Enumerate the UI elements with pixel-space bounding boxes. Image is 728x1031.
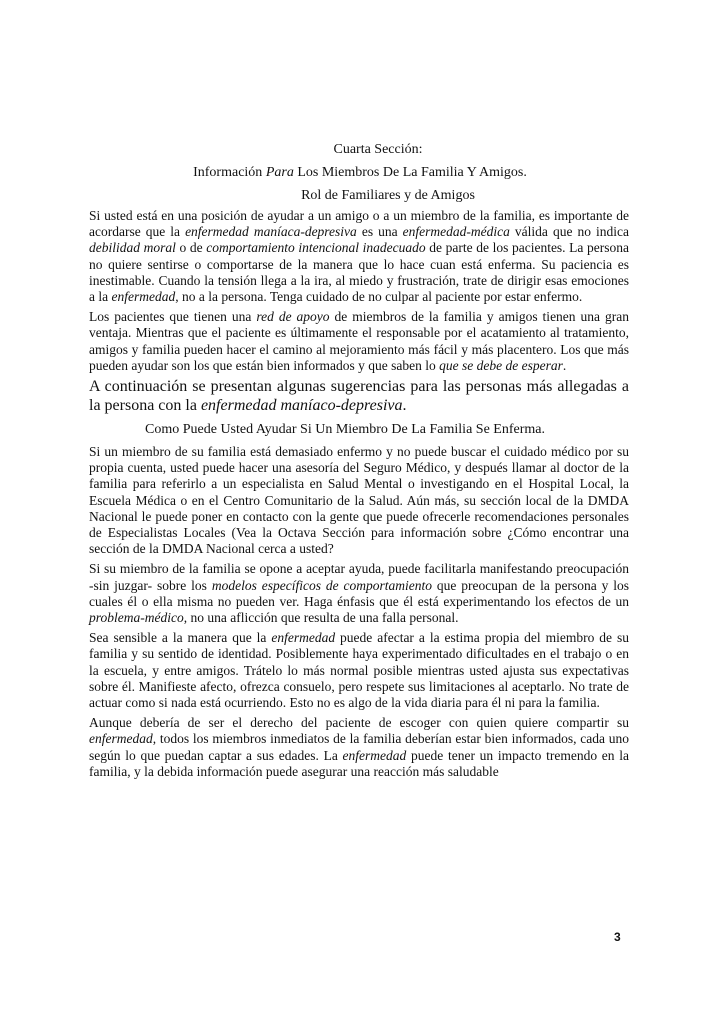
paragraph-4: Si un miembro de su familia está demasiado enfermo y no puede buscar el cuidado médico por su propia cuenta, usted puede hacer una asesoría del Seguro Médico, y después llamar al doctor de la familia para referirlo a un especialista en Salud Mental o investigando en el Hospital Local, la Escuela Médica o en el Centro Comunitario de la Salud. Aún más, su sección local de la DMDA Nacional le puede poner en contacto con la gente que puede ofrecerle recomendaciones personales de Especialistas Locales (Vea la Octava Sección para información sobre ¿Cómo encontrar una sección de la DMDA Nacional cerca a usted? — [89, 444, 629, 557]
sub-heading: Como Puede Usted Ayudar Si Un Miembro De La Familia Se Enferma. — [145, 422, 545, 438]
paragraph-1: Si usted está en una posición de ayudar a un amigo o a un miembro de la familia, es importante de acordarse que la enfermedad maníaca-depresiva es una enfermedad-médica válida que no indica debilidad moral o de comportamiento intencional inadecuado de parte de los pacientes. La persona no quiere sentirse o comportarse de la manera que lo hace cuan está enferma. Su paciencia es inestimable. Cuando la tensión llega a la ira, al miedo y frustración, trate de dirigir esas emociones a la enfermedad, no a la persona. Tenga cuidado de no culpar al paciente por estar enfermo. — [89, 208, 630, 305]
paragraph-6: Sea sensible a la manera que la enfermedad puede afectar a la estima propia del miembro de su familia y su sentido de identidad. Posiblemente haya experimentado dificultades en el trabajo o en la escuela, y entre amigos. Trátelo lo más normal posible mientras usted ajusta sus expectativas sobre él. Manifieste afecto, ofrezca consuelo, pero respete sus limitaciones al aceptarlo. No trate de actuar como si nada está ocurriendo. Esto no es algo de la vida diaria para él ni para la familia. — [89, 630, 629, 711]
subtitle — [89, 164, 629, 182]
paragraph-lead: A continuación se presentan algunas sugerencias para las personas más allegadas a la persona con la enfermedad maníaco-depresiva. — [89, 378, 629, 414]
paragraph-7: Aunque debería de ser el derecho del paciente de escoger con quien quiere compartir su enfermedad, todos los miembros inmediatos de la familia deberían estar bien informados, cada uno según lo que puedan captar a sus edades. La enfermedad puede tener un impacto tremendo en la familia, y la debida información puede asegurar una reacción más saludable — [89, 715, 629, 779]
paragraph-5: Si su miembro de la familia se opone a aceptar ayuda, puede facilitarla manifestando preocupación -sin juzgar- sobre los modelos específicos de comportamiento que preocupan de la persona y los cuales él o ella misma no pueden ver. Haga énfasis que él está experimentando los efectos de un problema-médico, no una aflicción que resulta de una falla personal. — [89, 561, 630, 626]
subtitle-text: Información — [193, 165, 266, 180]
section-title: Cuarta Sección: — [333, 142, 423, 157]
subtitle-emphasis: Para — [265, 165, 294, 180]
role-title: Rol de Familiares y de Amigos — [301, 188, 475, 203]
paragraph-2: Los pacientes que tienen una red de apoyo de miembros de la familia y amigos tienen una gran ventaja. Mientras que el paciente es últimamente el responsable por el acatamiento al tratamiento, amigos y familia pueden hacer el camino al mejoramiento más fácil y más placentero. Los que más pueden ayudar son los que están bien informados y que saben lo que se debe de esperar. — [89, 309, 629, 373]
subtitle-text: Los Miembros De La Familia Y Amigos. — [293, 165, 527, 180]
document-page — [89, 141, 629, 784]
page-number: 3 — [614, 930, 621, 944]
